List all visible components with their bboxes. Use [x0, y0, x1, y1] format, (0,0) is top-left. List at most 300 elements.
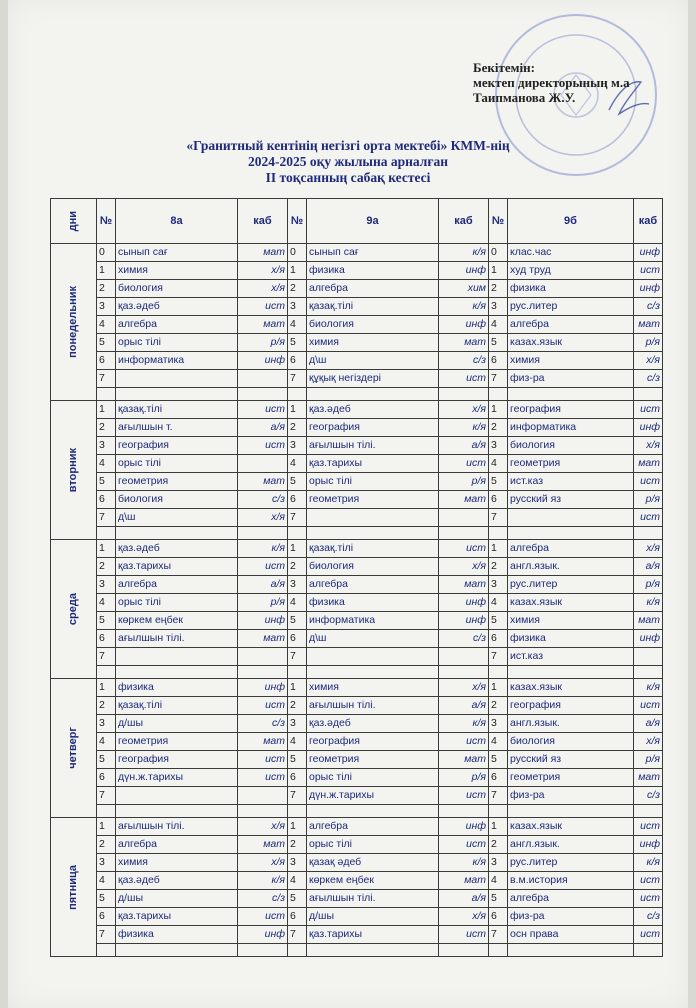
lesson-number: 4: [288, 455, 307, 473]
table-row: [51, 679, 663, 697]
room-cell: мат: [439, 491, 489, 509]
lesson-number: 3: [97, 576, 116, 594]
subject-cell: география: [307, 733, 439, 751]
lesson-number: 6: [288, 352, 307, 370]
lesson-number: 7: [97, 509, 116, 527]
room-cell: с/з: [634, 787, 663, 805]
room-cell: х/я: [238, 262, 288, 280]
subject-cell: орыс тілі: [307, 836, 439, 854]
document-title: [8, 138, 688, 186]
subject-cell: осн права: [508, 926, 634, 944]
room-cell: ист: [439, 926, 489, 944]
subject-cell: қазақ.тілі: [307, 298, 439, 316]
subject-cell: қаз.тарихы: [307, 926, 439, 944]
subject-cell: англ.язык.: [508, 836, 634, 854]
subject-cell: [307, 509, 439, 527]
subject-cell: қаз.әдеб: [116, 298, 238, 316]
lesson-number: 4: [489, 594, 508, 612]
subject-cell: [116, 648, 238, 666]
subject-cell: рус.литер: [508, 576, 634, 594]
lesson-number: 3: [97, 298, 116, 316]
lesson-number: 6: [97, 769, 116, 787]
subject-cell: көркем еңбек: [307, 872, 439, 890]
table-row: [51, 648, 663, 666]
room-cell: р/я: [634, 576, 663, 594]
day-separator-row: [51, 527, 663, 540]
room-cell: р/я: [238, 594, 288, 612]
header-room-9b: каб: [634, 199, 663, 244]
room-cell: х/я: [238, 818, 288, 836]
title-line-1: «Гранитный кентінің негізгі орта мектебі» КММ-нің: [186, 138, 510, 153]
room-cell: с/з: [238, 491, 288, 509]
room-cell: х/я: [634, 540, 663, 558]
subject-cell: дүн.ж.тарихы: [116, 769, 238, 787]
lesson-number: 6: [97, 352, 116, 370]
subject-cell: қаз.тарихы: [116, 558, 238, 576]
lesson-number: 4: [97, 594, 116, 612]
room-cell: ист: [238, 401, 288, 419]
room-cell: ист: [238, 769, 288, 787]
room-cell: мат: [238, 244, 288, 262]
day-name: пятница: [67, 864, 79, 910]
lesson-number: 2: [489, 280, 508, 298]
room-cell: мат: [238, 316, 288, 334]
subject-cell: химия: [508, 352, 634, 370]
subject-cell: физ-ра: [508, 787, 634, 805]
room-cell: р/я: [634, 491, 663, 509]
room-cell: инф: [634, 630, 663, 648]
lesson-number: 3: [97, 437, 116, 455]
lesson-number: 4: [288, 316, 307, 334]
lesson-number: 7: [288, 509, 307, 527]
lesson-number: 6: [288, 908, 307, 926]
room-cell: ист: [634, 890, 663, 908]
subject-cell: қаз.әдеб: [116, 872, 238, 890]
subject-cell: геометрия: [307, 491, 439, 509]
lesson-number: 3: [97, 854, 116, 872]
room-cell: к/я: [439, 715, 489, 733]
room-cell: [634, 648, 663, 666]
lesson-number: 6: [489, 352, 508, 370]
subject-cell: д\ш: [116, 509, 238, 527]
subject-cell: алгебра: [307, 818, 439, 836]
lesson-number: 0: [97, 244, 116, 262]
room-cell: ист: [439, 733, 489, 751]
subject-cell: казах.язык: [508, 679, 634, 697]
subject-cell: алгебра: [116, 576, 238, 594]
room-cell: инф: [238, 926, 288, 944]
room-cell: мат: [439, 751, 489, 769]
subject-cell: рус.литер: [508, 298, 634, 316]
subject-cell: география: [508, 697, 634, 715]
lesson-number: 5: [489, 751, 508, 769]
table-row: [51, 612, 663, 630]
subject-cell: химия: [307, 679, 439, 697]
room-cell: инф: [439, 594, 489, 612]
room-cell: [238, 648, 288, 666]
lesson-number: 5: [489, 334, 508, 352]
schedule-body: [51, 244, 663, 957]
room-cell: инф: [238, 679, 288, 697]
table-row: [51, 787, 663, 805]
header-class-9b: 9б: [508, 199, 634, 244]
subject-cell: қазақ әдеб: [307, 854, 439, 872]
room-cell: мат: [439, 334, 489, 352]
room-cell: к/я: [634, 594, 663, 612]
room-cell: х/я: [634, 352, 663, 370]
subject-cell: информатика: [116, 352, 238, 370]
subject-cell: худ труд: [508, 262, 634, 280]
table-row: [51, 298, 663, 316]
room-cell: к/я: [634, 854, 663, 872]
lesson-number: 2: [288, 697, 307, 715]
subject-cell: қаз.әдеб: [307, 401, 439, 419]
room-cell: а/я: [439, 697, 489, 715]
lesson-number: 6: [489, 769, 508, 787]
subject-cell: физика: [307, 262, 439, 280]
room-cell: к/я: [439, 298, 489, 316]
subject-cell: сынып сағ: [116, 244, 238, 262]
day-name: вторник: [67, 447, 79, 493]
room-cell: а/я: [238, 419, 288, 437]
lesson-number: 1: [288, 262, 307, 280]
table-row: [51, 491, 663, 509]
lesson-number: 1: [489, 540, 508, 558]
day-label-cell: [51, 244, 97, 401]
subject-cell: англ.язык.: [508, 715, 634, 733]
lesson-number: 5: [489, 612, 508, 630]
subject-cell: қазақ.тілі: [116, 401, 238, 419]
day-name: четверг: [67, 727, 79, 769]
table-row: [51, 908, 663, 926]
room-cell: хим: [439, 280, 489, 298]
lesson-number: 4: [489, 872, 508, 890]
room-cell: с/з: [634, 370, 663, 388]
subject-cell: ағылшын тілі.: [116, 630, 238, 648]
lesson-number: 7: [288, 648, 307, 666]
header-num-9a: №: [288, 199, 307, 244]
subject-cell: геометрия: [508, 769, 634, 787]
lesson-number: 7: [97, 370, 116, 388]
subject-cell: русский яз: [508, 491, 634, 509]
lesson-number: 1: [288, 679, 307, 697]
subject-cell: география: [508, 401, 634, 419]
lesson-number: 5: [97, 890, 116, 908]
subject-cell: ист.каз: [508, 648, 634, 666]
lesson-number: 1: [97, 818, 116, 836]
lesson-number: 2: [97, 280, 116, 298]
subject-cell: қаз.тарихы: [307, 455, 439, 473]
table-row: [51, 818, 663, 836]
room-cell: к/я: [439, 854, 489, 872]
room-cell: ист: [238, 697, 288, 715]
subject-cell: химия: [307, 334, 439, 352]
room-cell: р/я: [634, 334, 663, 352]
room-cell: мат: [238, 473, 288, 491]
subject-cell: қазақ.тілі: [307, 540, 439, 558]
room-cell: инф: [238, 352, 288, 370]
room-cell: инф: [634, 419, 663, 437]
lesson-number: 0: [288, 244, 307, 262]
subject-cell: биология: [116, 491, 238, 509]
room-cell: ист: [634, 697, 663, 715]
table-row: [51, 854, 663, 872]
table-row: [51, 352, 663, 370]
room-cell: к/я: [238, 540, 288, 558]
subject-cell: құқық негіздері: [307, 370, 439, 388]
room-cell: ист: [439, 455, 489, 473]
room-cell: а/я: [439, 437, 489, 455]
subject-cell: қаз.әдеб: [116, 540, 238, 558]
table-row: [51, 594, 663, 612]
subject-cell: дүн.ж.тарихы: [307, 787, 439, 805]
subject-cell: химия: [508, 612, 634, 630]
subject-cell: д/шы: [116, 715, 238, 733]
day-name: понедельник: [67, 286, 79, 358]
lesson-number: 2: [489, 419, 508, 437]
day-separator-row: [51, 944, 663, 957]
lesson-number: 1: [489, 818, 508, 836]
subject-cell: [116, 370, 238, 388]
room-cell: [238, 787, 288, 805]
header-num-9b: №: [489, 199, 508, 244]
subject-cell: физика: [508, 630, 634, 648]
lesson-number: 7: [97, 648, 116, 666]
lesson-number: 3: [288, 437, 307, 455]
table-row: [51, 540, 663, 558]
lesson-number: 6: [97, 630, 116, 648]
lesson-number: 4: [288, 733, 307, 751]
subject-cell: биология: [307, 316, 439, 334]
header-day: дни: [51, 199, 97, 244]
lesson-number: 3: [288, 854, 307, 872]
room-cell: ист: [634, 473, 663, 491]
subject-cell: химия: [116, 854, 238, 872]
room-cell: с/з: [439, 352, 489, 370]
room-cell: ист: [634, 509, 663, 527]
subject-cell: қазақ.тілі: [116, 697, 238, 715]
subject-cell: сынып сағ: [307, 244, 439, 262]
room-cell: ист: [634, 401, 663, 419]
lesson-number: 7: [288, 926, 307, 944]
room-cell: х/я: [439, 908, 489, 926]
lesson-number: 3: [489, 576, 508, 594]
day-separator-row: [51, 805, 663, 818]
subject-cell: география: [116, 437, 238, 455]
table-row: [51, 316, 663, 334]
table-row: [51, 576, 663, 594]
subject-cell: [307, 648, 439, 666]
room-cell: ист: [634, 818, 663, 836]
lesson-number: 2: [97, 836, 116, 854]
lesson-number: 6: [489, 491, 508, 509]
room-cell: ист: [439, 836, 489, 854]
table-header-row: [51, 199, 663, 244]
lesson-number: 5: [288, 334, 307, 352]
title-line-2: 2024-2025 оқу жылына арналған: [247, 154, 448, 169]
subject-cell: география: [116, 751, 238, 769]
table-row: [51, 419, 663, 437]
room-cell: р/я: [634, 751, 663, 769]
subject-cell: в.м.история: [508, 872, 634, 890]
subject-cell: казах.язык: [508, 334, 634, 352]
document-page: [8, 0, 688, 1008]
subject-cell: д\ш: [307, 352, 439, 370]
room-cell: мат: [238, 733, 288, 751]
subject-cell: орыс тілі: [116, 334, 238, 352]
table-row: [51, 334, 663, 352]
day-separator-row: [51, 666, 663, 679]
lesson-number: 4: [97, 872, 116, 890]
approval-line-3: Таипманова Ж.У.: [473, 90, 576, 105]
lesson-number: 5: [97, 473, 116, 491]
room-cell: ист: [439, 787, 489, 805]
table-row: [51, 733, 663, 751]
lesson-number: 3: [489, 437, 508, 455]
room-cell: х/я: [439, 558, 489, 576]
room-cell: с/з: [439, 630, 489, 648]
lesson-number: 0: [489, 244, 508, 262]
lesson-number: 6: [489, 908, 508, 926]
room-cell: мат: [439, 872, 489, 890]
room-cell: мат: [634, 316, 663, 334]
lesson-number: 5: [97, 612, 116, 630]
room-cell: к/я: [439, 419, 489, 437]
subject-cell: физ-ра: [508, 908, 634, 926]
lesson-number: 5: [288, 473, 307, 491]
lesson-number: 6: [288, 630, 307, 648]
subject-cell: физ-ра: [508, 370, 634, 388]
lesson-number: 4: [489, 316, 508, 334]
header-class-9a: 9а: [307, 199, 439, 244]
table-row: [51, 262, 663, 280]
lesson-number: 7: [489, 926, 508, 944]
schedule-table: [50, 198, 663, 957]
room-cell: а/я: [439, 890, 489, 908]
day-label-cell: [51, 401, 97, 540]
room-cell: к/я: [634, 679, 663, 697]
table-row: [51, 769, 663, 787]
lesson-number: 2: [97, 419, 116, 437]
subject-cell: клас.час: [508, 244, 634, 262]
subject-cell: көркем еңбек: [116, 612, 238, 630]
lesson-number: 5: [489, 473, 508, 491]
subject-cell: биология: [307, 558, 439, 576]
lesson-number: 6: [288, 769, 307, 787]
room-cell: а/я: [634, 715, 663, 733]
lesson-number: 2: [288, 419, 307, 437]
day-label-cell: [51, 540, 97, 679]
subject-cell: казах.язык: [508, 594, 634, 612]
room-cell: мат: [238, 836, 288, 854]
table-row: [51, 715, 663, 733]
subject-cell: ист.каз: [508, 473, 634, 491]
lesson-number: 5: [97, 334, 116, 352]
room-cell: с/з: [634, 298, 663, 316]
subject-cell: орыс тілі: [116, 594, 238, 612]
subject-cell: ағылшын т.: [116, 419, 238, 437]
lesson-number: 5: [97, 751, 116, 769]
subject-cell: рус.литер: [508, 854, 634, 872]
approval-line-2: мектеп директорының м.а: [473, 75, 630, 90]
room-cell: [439, 648, 489, 666]
lesson-number: 5: [288, 751, 307, 769]
lesson-number: 7: [489, 787, 508, 805]
lesson-number: 2: [288, 280, 307, 298]
room-cell: р/я: [439, 769, 489, 787]
table-row: [51, 697, 663, 715]
subject-cell: орыс тілі: [307, 473, 439, 491]
lesson-number: 5: [288, 612, 307, 630]
room-cell: ист: [238, 908, 288, 926]
room-cell: инф: [439, 262, 489, 280]
lesson-number: 3: [288, 576, 307, 594]
lesson-number: 7: [489, 370, 508, 388]
day-label-cell: [51, 818, 97, 957]
room-cell: ист: [238, 298, 288, 316]
room-cell: ист: [634, 262, 663, 280]
table-row: [51, 751, 663, 769]
lesson-number: 2: [288, 558, 307, 576]
subject-cell: алгебра: [116, 316, 238, 334]
subject-cell: орыс тілі: [307, 769, 439, 787]
room-cell: х/я: [238, 280, 288, 298]
room-cell: к/я: [439, 244, 489, 262]
lesson-number: 2: [97, 558, 116, 576]
lesson-number: 1: [288, 818, 307, 836]
table-row: [51, 401, 663, 419]
subject-cell: ағылшын тілі.: [116, 818, 238, 836]
room-cell: с/з: [238, 715, 288, 733]
lesson-number: 6: [288, 491, 307, 509]
table-row: [51, 836, 663, 854]
lesson-number: 2: [288, 836, 307, 854]
table-row: [51, 370, 663, 388]
room-cell: инф: [439, 316, 489, 334]
lesson-number: 3: [288, 715, 307, 733]
table-row: [51, 280, 663, 298]
lesson-number: 6: [97, 491, 116, 509]
lesson-number: 6: [489, 630, 508, 648]
room-cell: х/я: [634, 733, 663, 751]
subject-cell: география: [307, 419, 439, 437]
lesson-number: 2: [489, 836, 508, 854]
lesson-number: 1: [97, 401, 116, 419]
lesson-number: 1: [489, 679, 508, 697]
room-cell: инф: [634, 836, 663, 854]
day-label-cell: [51, 679, 97, 818]
subject-cell: биология: [508, 437, 634, 455]
subject-cell: алгебра: [508, 890, 634, 908]
subject-cell: қаз.тарихы: [116, 908, 238, 926]
subject-cell: алгебра: [307, 576, 439, 594]
subject-cell: физика: [307, 594, 439, 612]
subject-cell: алгебра: [307, 280, 439, 298]
subject-cell: информатика: [307, 612, 439, 630]
table-row: [51, 890, 663, 908]
subject-cell: геометрия: [508, 455, 634, 473]
subject-cell: казах.язык: [508, 818, 634, 836]
subject-cell: англ.язык.: [508, 558, 634, 576]
room-cell: [238, 370, 288, 388]
subject-cell: русский яз: [508, 751, 634, 769]
subject-cell: қаз.әдеб: [307, 715, 439, 733]
lesson-number: 7: [489, 648, 508, 666]
subject-cell: алгебра: [508, 540, 634, 558]
room-cell: ист: [634, 926, 663, 944]
subject-cell: биология: [508, 733, 634, 751]
lesson-number: 6: [97, 908, 116, 926]
